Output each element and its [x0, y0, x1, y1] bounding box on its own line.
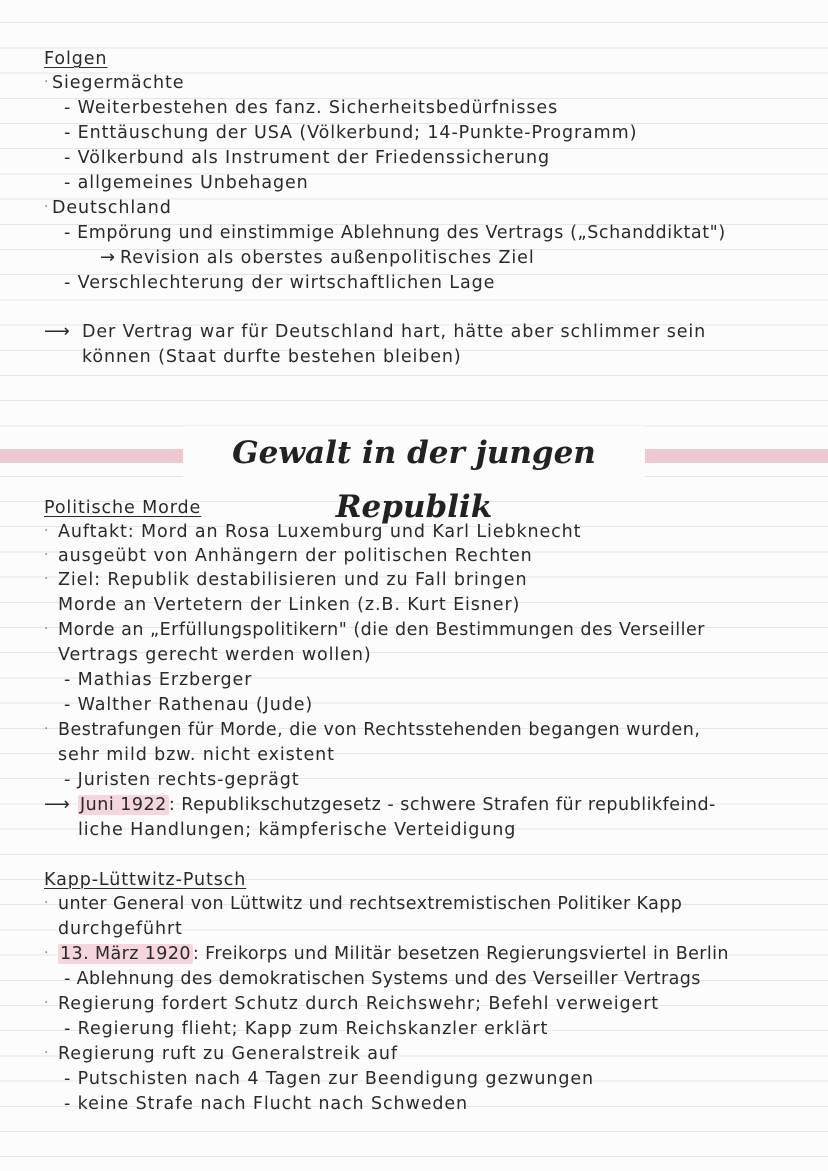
- line: liche Handlungen; kämpferische Verteidigung: [78, 820, 517, 840]
- line-deutschland: Deutschland: [52, 198, 172, 218]
- line: unter General von Lüttwitz und rechtsextremistischen Politiker Kapp: [58, 894, 683, 914]
- line: Regierung fordert Schutz durch Reichswehr; Befehl verweigert: [58, 994, 660, 1014]
- line: durchgeführt: [58, 919, 183, 939]
- line: - Mathias Erzberger: [64, 670, 253, 690]
- line-siegermaechte: Siegermächte: [52, 73, 185, 93]
- bullet-dot: ·: [44, 199, 49, 215]
- bullet-dot: ·: [44, 1045, 49, 1061]
- line: - Enttäuschung der USA (Völkerbund; 14-Punkte-Programm): [64, 123, 638, 143]
- bullet-dot: ·: [44, 995, 49, 1011]
- bullet-dot: ·: [44, 895, 49, 911]
- line: - Weiterbestehen des fanz. Sicherheitsbedürfnisses: [64, 98, 559, 118]
- line: - Walther Rathenau (Jude): [64, 695, 314, 715]
- line: ausgeübt von Anhängern der politischen Rechten: [58, 546, 533, 566]
- bullet-dot: ·: [44, 571, 49, 587]
- line: Auftakt: Mord an Rosa Luxemburg und Karl Liebknecht: [58, 522, 582, 542]
- date-text: : Freikorps und Militär besetzen Regierungsviertel in Berlin: [192, 944, 729, 964]
- line: Morde an Vertetern der Linken (z.B. Kurt Eisner): [58, 595, 521, 615]
- line-date: [58, 943, 729, 965]
- line: - Verschlechterung der wirtschaftlichen Lage: [64, 273, 496, 293]
- line: Bestrafungen für Morde, die von Rechtsstehenden begangen wurden,: [58, 720, 701, 740]
- line: - allgemeines Unbehagen: [64, 173, 309, 193]
- arrow-icon: ⟶: [44, 321, 70, 342]
- line: - Putschisten nach 4 Tagen zur Beendigung gezwungen: [64, 1069, 595, 1089]
- bullet-dot: ·: [44, 721, 49, 737]
- line: - Juristen rechts-geprägt: [64, 770, 300, 790]
- date-highlight: Juni 1922: [80, 795, 167, 815]
- law-text: : Republikschutzgesetz - schwere Strafen für republikfeind-: [168, 795, 716, 815]
- line-law: [78, 794, 716, 816]
- line: Regierung ruft zu Generalstreik auf: [58, 1044, 398, 1064]
- heading-politische-morde: Politische Morde: [44, 498, 202, 518]
- line: - Ablehnung des demokratischen Systems und des Verseiller Vertrags: [64, 969, 701, 989]
- arrow-icon: ⟶: [44, 794, 70, 815]
- date-highlight: 13. März 1920: [60, 944, 191, 964]
- bullet-dot: ·: [44, 523, 49, 539]
- line-conclusion: können (Staat durfte bestehen bleiben): [82, 347, 462, 367]
- line: - Völkerbund als Instrument der Friedenssicherung: [64, 148, 550, 168]
- bullet-dot: ·: [44, 621, 49, 637]
- line: Ziel: Republik destabilisieren und zu Fall bringen: [58, 570, 528, 590]
- line: Morde an „Erfüllungspolitikern" (die den Bestimmungen des Verseiller: [58, 620, 705, 640]
- page-title: Gewalt in der jungen Republik: [183, 426, 645, 480]
- bullet-dot: ·: [44, 547, 49, 563]
- line: - Regierung flieht; Kapp zum Reichskanzler erklärt: [64, 1019, 549, 1039]
- bullet-dot: ·: [44, 945, 49, 961]
- bullet-dot: ·: [44, 74, 49, 90]
- heading-folgen: Folgen: [44, 49, 108, 69]
- line: Revision als oberstes außenpolitisches Ziel: [120, 248, 535, 268]
- line-conclusion: Der Vertrag war für Deutschland hart, hätte aber schlimmer sein: [82, 322, 707, 342]
- line: sehr mild bzw. nicht existent: [58, 745, 335, 765]
- arrow-icon: →: [100, 247, 116, 268]
- line: - keine Strafe nach Flucht nach Schweden: [64, 1094, 469, 1114]
- line: Vertrags gerecht werden wollen): [58, 645, 372, 665]
- heading-kapp-putsch: Kapp-Lüttwitz-Putsch: [44, 870, 247, 890]
- line: - Empörung und einstimmige Ablehnung des Vertrags („Schanddiktat"): [64, 223, 726, 243]
